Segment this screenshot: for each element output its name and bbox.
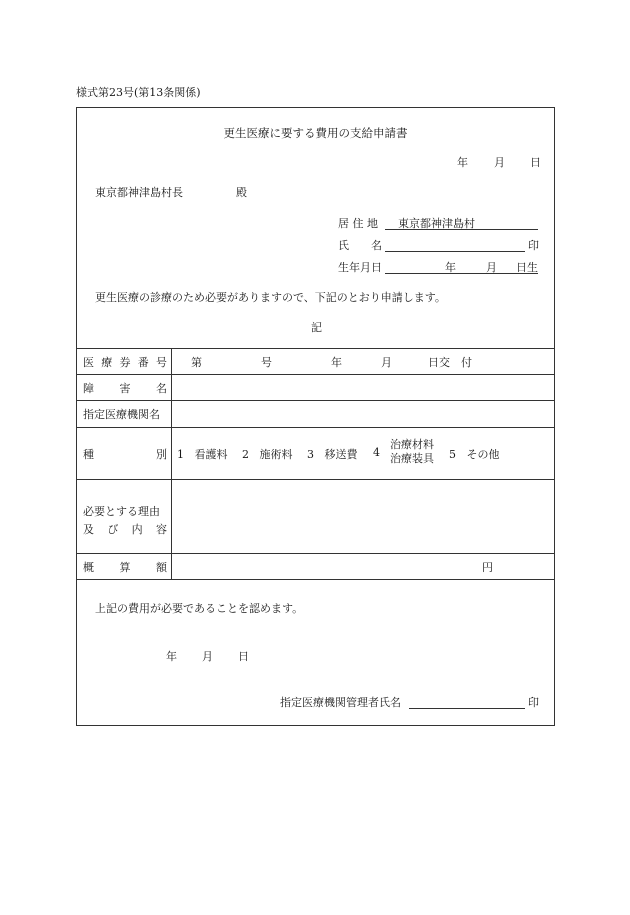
- table-bottom-border: [77, 579, 554, 580]
- ticket-number-label: 医 療 券 番 号: [83, 356, 167, 369]
- signer-label: 指定医療機関管理者氏名: [280, 696, 401, 709]
- category-option-2[interactable]: 2 施術料: [242, 448, 293, 461]
- name-label: 氏 名: [338, 239, 382, 252]
- address-label: 居 住 地: [338, 217, 378, 230]
- ki-label: 記: [311, 321, 322, 334]
- reason-content-field[interactable]: [179, 479, 556, 553]
- application-form: [76, 107, 555, 726]
- application-statement: 更生医療の診療のため必要がありますので、下記のとおり申請します。: [95, 291, 446, 304]
- birth-year-label: 年: [445, 261, 456, 274]
- cert-year-label: 年: [166, 650, 177, 663]
- addressee-honorific: 殿: [236, 186, 247, 199]
- name-field[interactable]: [385, 237, 525, 252]
- ticket-dai-label: 第: [191, 356, 202, 369]
- applicant-seal: 印: [528, 239, 539, 252]
- birth-month-label: 月: [486, 261, 497, 274]
- signer-seal: 印: [528, 696, 539, 709]
- disability-name-label: 障 害 名: [83, 382, 167, 395]
- birthdate-field[interactable]: [385, 259, 538, 274]
- date-year-label: 年: [457, 156, 468, 169]
- form-title: 更生医療に要する費用の支給申請書: [223, 126, 408, 140]
- label-column-divider: [171, 348, 172, 579]
- category-options[interactable]: [177, 427, 554, 479]
- category-option-1[interactable]: 1 看護料: [177, 448, 228, 461]
- form-number: 様式第23号(第13条関係): [76, 86, 201, 99]
- category-option-4[interactable]: 治療材料 治療装具: [390, 438, 434, 465]
- address-value: 東京都神津島村: [398, 217, 475, 230]
- category-label: 種 別: [83, 448, 167, 461]
- address-field[interactable]: [385, 215, 538, 230]
- category-option-3[interactable]: 3 移送費: [307, 448, 358, 461]
- cert-month-label: 月: [202, 650, 213, 663]
- reason-content-label: 必要とする理由 及 び 内 容: [83, 505, 167, 536]
- signer-name-field[interactable]: [409, 694, 525, 709]
- estimated-amount-field[interactable]: [179, 553, 556, 579]
- birthdate-label: 生年月日: [338, 261, 382, 274]
- estimated-amount-label: 概 算 額: [83, 561, 167, 574]
- addressee-name: 東京都神津島村長: [95, 186, 183, 199]
- ticket-issue-day-label: 日交 付: [428, 356, 472, 369]
- cert-day-label: 日: [238, 650, 249, 663]
- ticket-number-field[interactable]: [179, 348, 556, 374]
- certification-statement: 上記の費用が必要であることを認めます。: [95, 602, 304, 615]
- institution-name-label: 指定医療機関名: [83, 408, 160, 421]
- ticket-month-label: 月: [381, 356, 392, 369]
- category-option-4-num: 4: [373, 446, 380, 459]
- yen-label: 円: [482, 561, 493, 574]
- ticket-year-label: 年: [331, 356, 342, 369]
- birth-day-label: 日生: [516, 261, 538, 274]
- date-month-label: 月: [494, 156, 505, 169]
- ticket-go-label: 号: [261, 356, 272, 369]
- institution-name-field[interactable]: [179, 400, 556, 427]
- date-day-label: 日: [530, 156, 541, 169]
- category-option-5[interactable]: 5 その他: [449, 448, 500, 461]
- disability-name-field[interactable]: [179, 374, 556, 400]
